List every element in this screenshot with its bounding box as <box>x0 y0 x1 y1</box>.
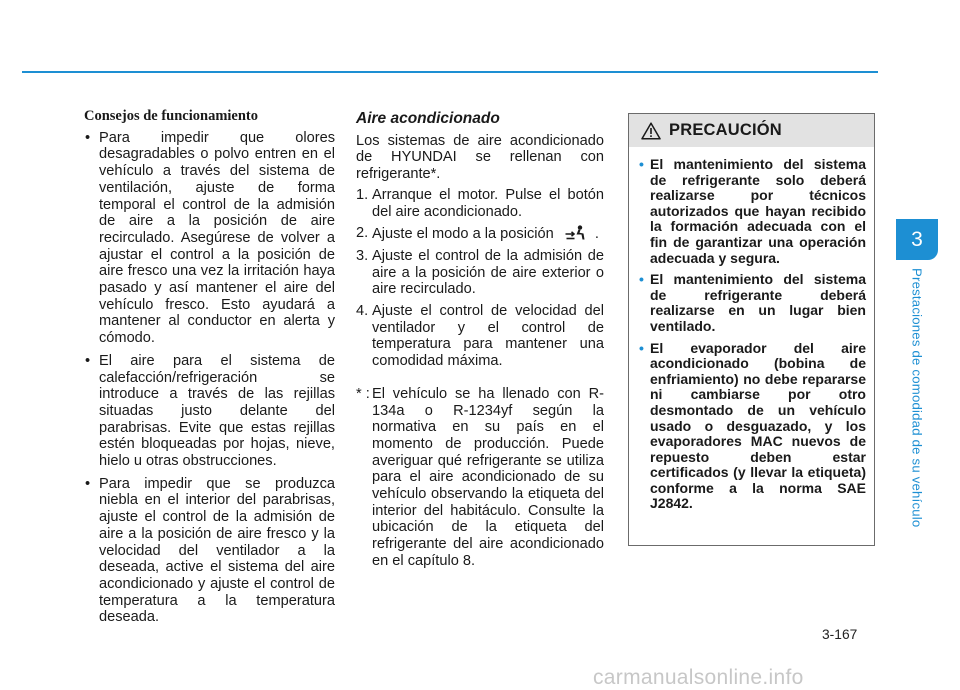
list-item: • Para impedir que se produzca niebla en el interior del parabrisas, ajuste el control de la admisión de aire a la posición de aire fresco y la velocidad del ventilador a la deseada, active el sistema del aire acondicionado y ajuste el control de temperatura a la temperatura deseada. <box>84 476 335 626</box>
caution-body <box>629 147 874 512</box>
warning-triangle-icon <box>641 122 661 140</box>
step-number: 4. <box>356 303 369 320</box>
operation-tips-heading: Consejos de funcionamiento <box>84 108 259 124</box>
list-item: • El aire para el sistema de calefacción/refrigeración se introduce a través de las rejillas situadas justo delante del parabrisas. Evite que estas rejillas estén bloqueadas por hojas, nieve, hielo u otras obstrucciones. <box>84 353 335 470</box>
step-number: 3. <box>356 247 369 264</box>
air-conditioning-intro: Los sistemas de aire acondicionado de HYUNDAI se rellenan con refrigerante*. <box>356 132 604 183</box>
air-conditioning-column <box>356 108 604 570</box>
caution-item: • El evaporador del aire acondicionado (bobina de enfriamiento) no debe repararse ni cambiarse por otro desmontado de un vehículo usado o desguazado, y los evaporadores MAC nuevos de repuesto deben estar certificados (y llevar la etiqueta) conforme a la norma SAE J2842. <box>639 341 866 513</box>
step-text: Ajuste el control de la admisión de aire a la posición de aire exterior o aire recirculado. <box>372 247 604 298</box>
caution-item: • El mantenimiento del sistema de refrigerante solo deberá realizarse por técnicos autorizados que hayan recibido la formación adecuada con el fin de garantizar una operación adecuada y segura. <box>639 157 866 266</box>
step-number: 1. <box>356 186 369 203</box>
watermark: carmanualsonline.info <box>593 666 804 689</box>
header-rule <box>22 71 878 73</box>
caution-item: • El mantenimiento del sistema de refrigerante deberá realizarse en un lugar bien ventilado. <box>639 272 866 334</box>
chapter-tab: 3 <box>896 219 938 260</box>
step-text: Arranque el motor. Pulse el botón del aire acondicionado. <box>372 186 604 220</box>
step-item <box>356 187 604 220</box>
chapter-side-title: Prestaciones de comodidad de su vehículo <box>909 268 925 528</box>
footnote-mark: * : <box>356 385 370 402</box>
list-item: • Para impedir que olores desagradables o polvo entren en el vehículo a través del sistema de ventilación, ajuste de forma temporal el control de la admisión de aire a la posición de aire recirculado. Asegúrese de volver a ajustar el control a la posición de aire fresco una vez la irritación haya pasado y así mantener el aire del vehículo fresco. Esto ayudará a mantener al conductor en alerta y cómodo. <box>84 130 335 347</box>
caution-title: PRECAUCIÓN <box>669 121 782 139</box>
air-conditioning-steps <box>356 187 604 370</box>
step-number: 2. <box>356 225 369 242</box>
operation-tips-column <box>84 108 335 632</box>
step-suffix: . <box>594 226 599 243</box>
footnote-text: El vehículo se ha llenado con R-134a o R-1234yf según la normativa en su país en el momento de producción. Puede averiguar qué refrigerante se utiliza para el aire acondicionado de su vehículo observando la etiqueta del interior del habitáculo. Consulte la ubicación de la etiqueta del refrigerante del aire acondicionado en el capítulo 8. <box>372 385 604 569</box>
operation-tips-list <box>84 130 335 626</box>
caution-header <box>629 114 874 147</box>
caution-list <box>639 157 866 512</box>
air-conditioning-heading: Aire acondicionado <box>356 110 500 127</box>
caution-box <box>628 113 875 546</box>
step-item <box>356 303 604 370</box>
step-text: Ajuste el modo a la posición <box>372 226 554 243</box>
page-number: 3-167 <box>822 627 858 642</box>
refrigerant-footnote <box>356 386 604 570</box>
step-item <box>356 225 604 243</box>
step-item <box>356 248 604 298</box>
step-text: Ajuste el control de velocidad del ventilador y el control de temperatura para mantener una comodidad máxima. <box>372 303 604 370</box>
floor-vent-mode-icon <box>564 225 588 241</box>
